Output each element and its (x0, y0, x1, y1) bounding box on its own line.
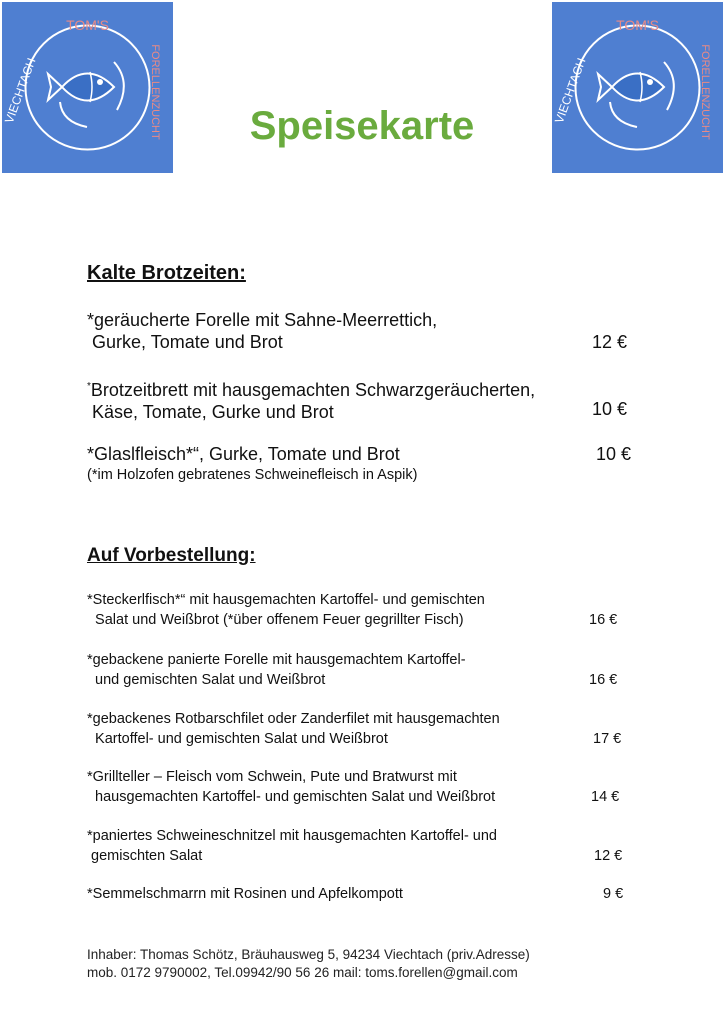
item-line: *Grillteller – Fleisch vom Schwein, Pute und Bratwurst mit (87, 769, 457, 785)
item-price: 17 € (593, 731, 622, 747)
item-line: gemischten Salat (87, 848, 203, 864)
item-line: Salat und Weißbrot (*über offenem Feuer gegrillter Fisch) (87, 612, 464, 628)
page-title: Speisekarte (249, 104, 475, 148)
item-price: 10 € (596, 444, 632, 464)
svg-text:TOM'S: TOM'S (616, 17, 659, 33)
svg-text:VIECHTACH: VIECHTACH (552, 56, 589, 126)
item-line: *gebackene panierte Forelle mit hausgemachtem Kartoffel- (87, 652, 466, 668)
item-line: *Glaslfleisch*“, Gurke, Tomate und Brot (87, 444, 400, 464)
item-line: und gemischten Salat und Weißbrot (87, 672, 326, 688)
footer-contact (87, 946, 530, 982)
svg-text:FORELLENZUCHT: FORELLENZUCHT (699, 44, 711, 140)
svg-text:TOM'S: TOM'S (66, 17, 109, 33)
item-note: (*im Holzofen gebratenes Schweinefleisch in Aspik) (87, 467, 418, 483)
item-star: * (87, 381, 91, 392)
item-price: 14 € (591, 789, 620, 805)
item-price: 16 € (589, 672, 618, 688)
item-line: Kartoffel- und gemischten Salat und Weißbrot (87, 731, 388, 747)
footer-owner-address: Inhaber: Thomas Schötz, Bräuhausweg 5, 94234 Viechtach (priv.Adresse) (87, 947, 530, 962)
item-line: *Semmelschmarrn mit Rosinen und Apfelkompott (87, 886, 403, 902)
item-line: Käse, Tomate, Gurke und Brot (87, 402, 334, 422)
menu-item (87, 590, 485, 630)
svg-text:FORELLENZUCHT: FORELLENZUCHT (149, 44, 161, 140)
item-line: *Steckerlfisch*“ mit hausgemachten Kartoffel- und gemischten (87, 592, 485, 608)
menu-item (87, 376, 535, 423)
fish-icon (48, 72, 114, 102)
menu-item (87, 443, 417, 485)
item-line: hausgemachten Kartoffel- und gemischten Salat und Weißbrot (87, 789, 496, 805)
item-price: 9 € (603, 886, 624, 902)
menu-item (87, 650, 466, 690)
fish-icon (598, 72, 664, 102)
item-line: Gurke, Tomate und Brot (87, 332, 283, 352)
footer-phone-mail: mob. 0172 9790002, Tel.09942/90 56 26 mail: toms.forellen@gmail.com (87, 965, 518, 980)
item-price: 12 € (592, 332, 628, 352)
item-line: *gebackenes Rotbarschfilet oder Zanderfilet mit hausgemachten (87, 711, 500, 727)
section-heading-kalte-brotzeiten: Kalte Brotzeiten: (87, 262, 246, 284)
item-line: *paniertes Schweineschnitzel mit hausgemachten Kartoffel- und (87, 828, 497, 844)
item-price: 16 € (589, 612, 618, 628)
menu-item (87, 884, 403, 904)
menu-item (87, 826, 497, 866)
menu-item (87, 767, 495, 807)
menu-item (87, 709, 500, 749)
svg-text:VIECHTACH: VIECHTACH (2, 56, 39, 126)
item-price: 10 € (592, 399, 628, 419)
menu-item (87, 309, 437, 353)
section-heading-auf-vorbestellung: Auf Vorbestellung: (87, 545, 256, 566)
item-line: Brotzeitbrett mit hausgemachten Schwarzgeräucherten, (90, 380, 536, 400)
item-price: 12 € (594, 848, 623, 864)
item-line: *geräucherte Forelle mit Sahne-Meerrettich, (87, 310, 438, 330)
